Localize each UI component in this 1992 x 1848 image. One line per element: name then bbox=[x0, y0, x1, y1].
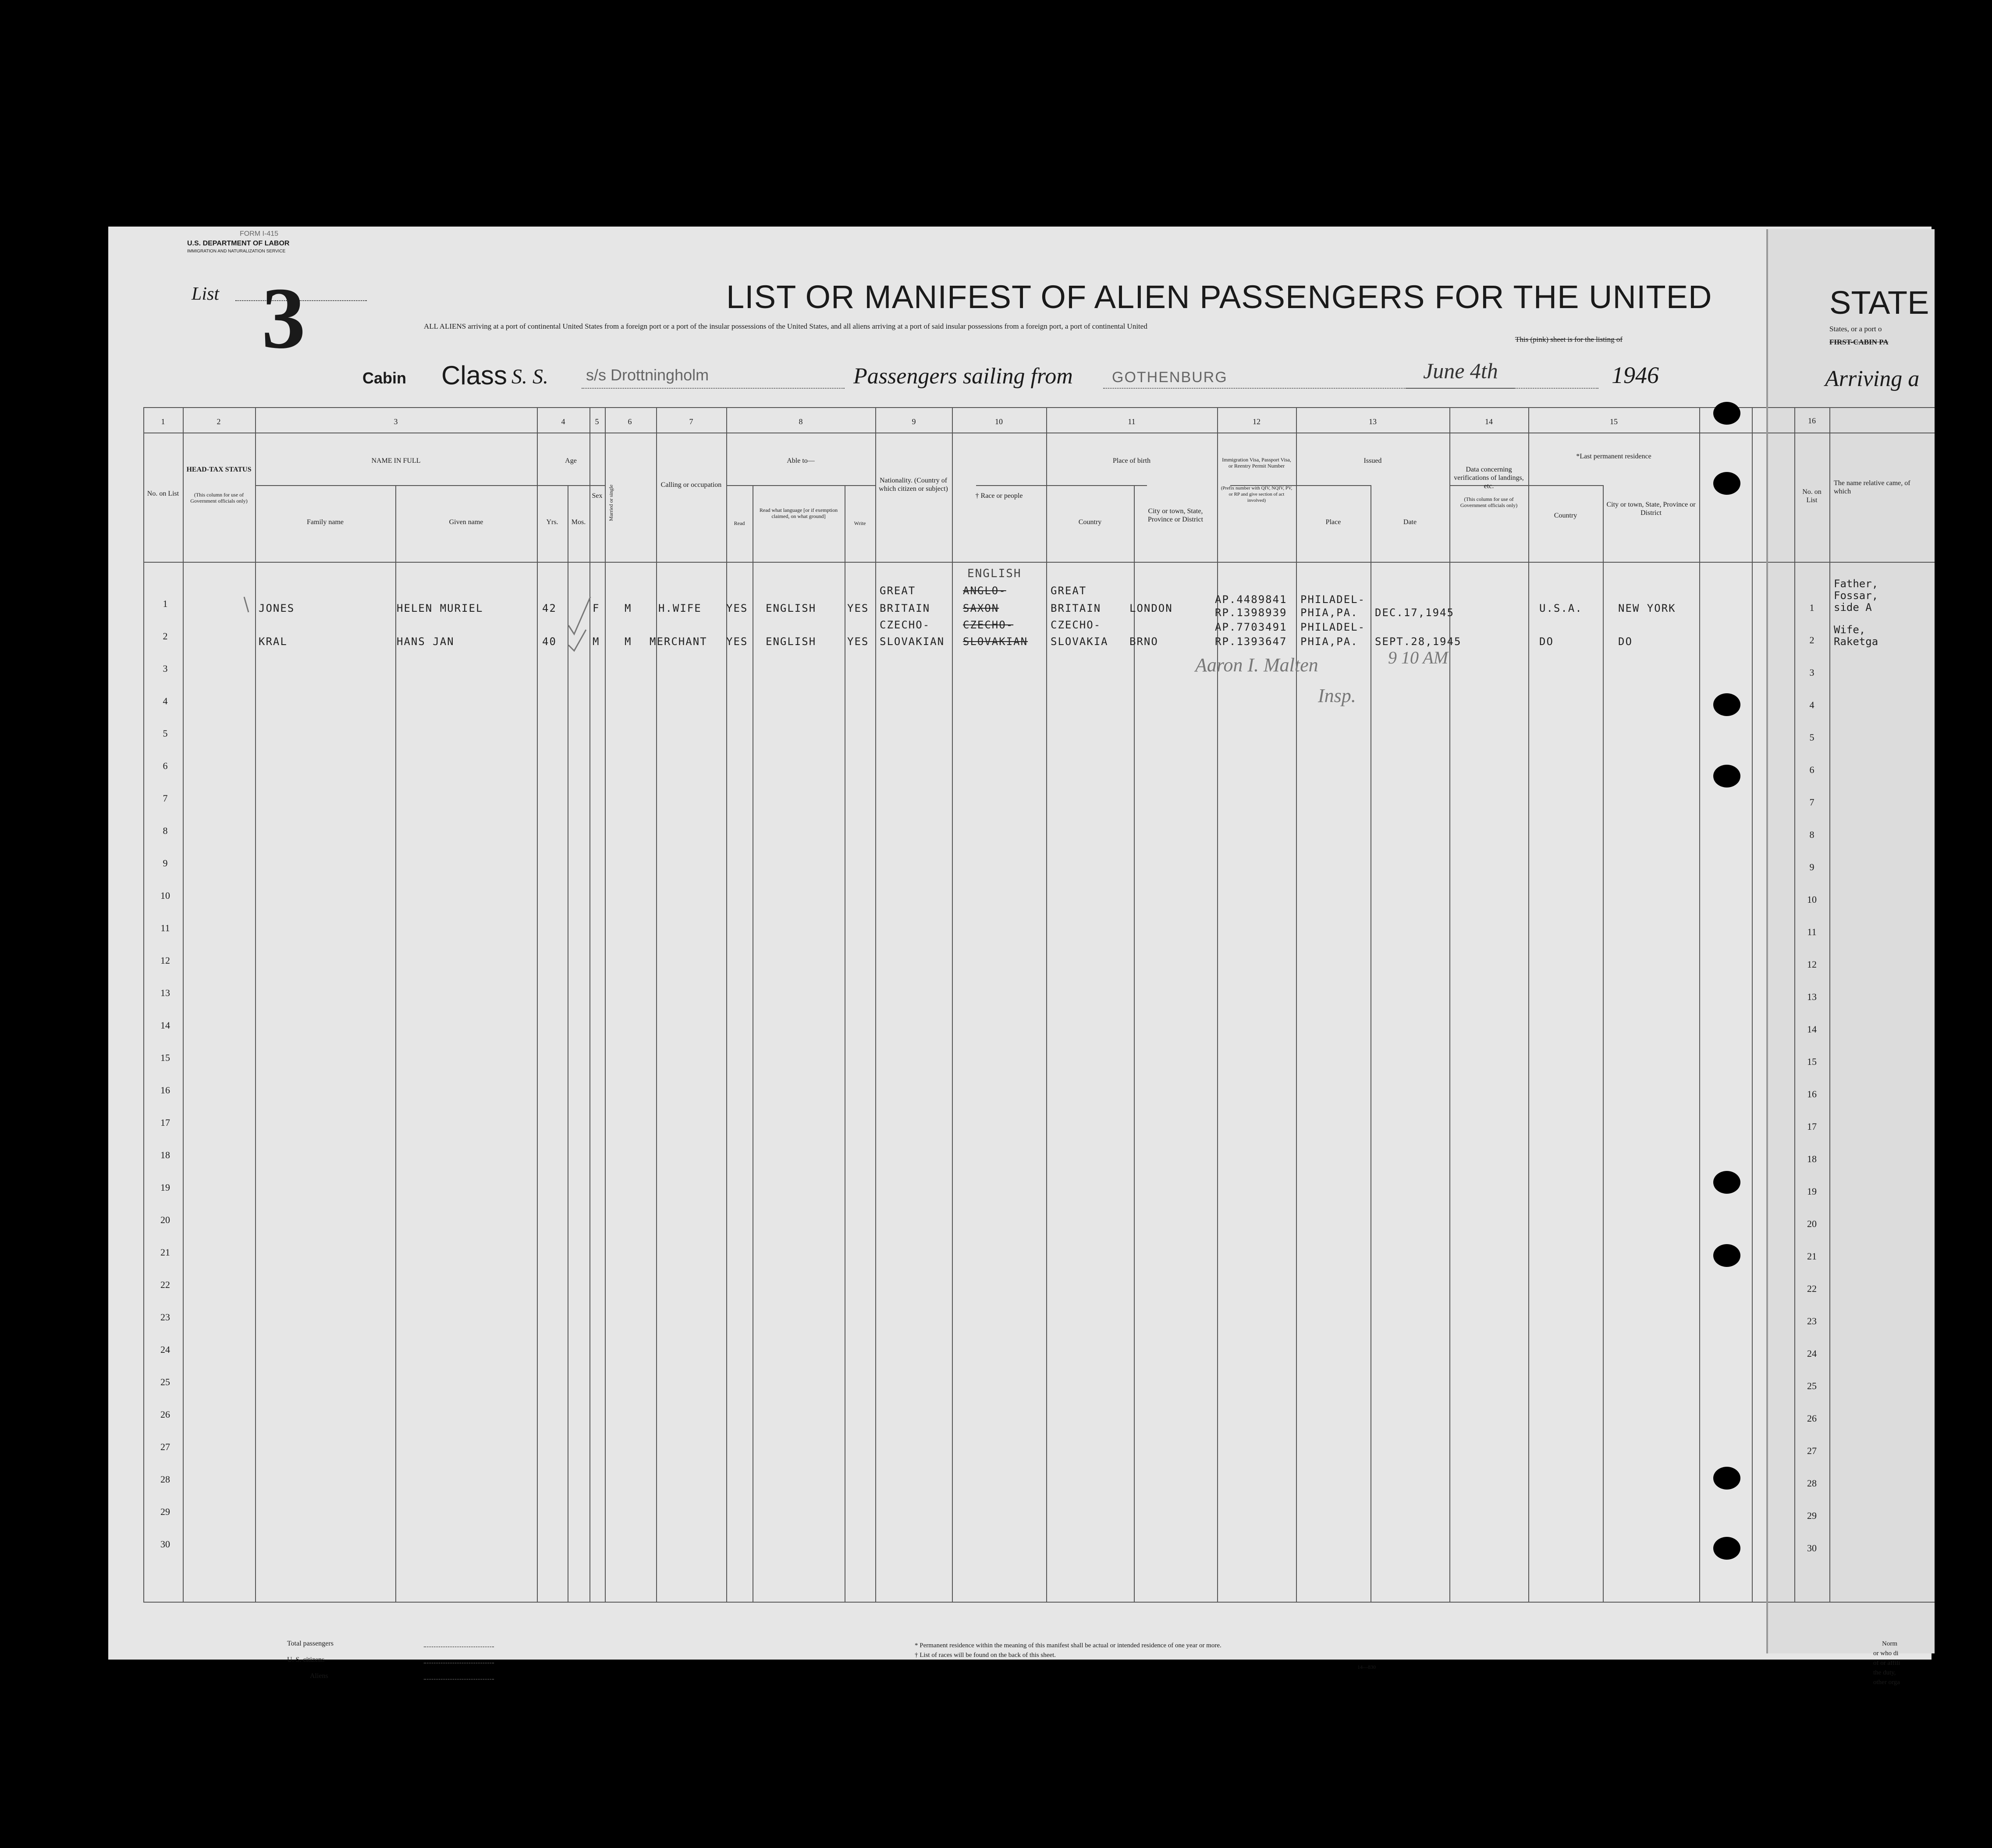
table-bottom-border bbox=[143, 1602, 1809, 1603]
form-number: FORM I-415 bbox=[240, 230, 279, 238]
punch-hole bbox=[1713, 402, 1740, 425]
next-row-number: 13 bbox=[1807, 991, 1817, 1002]
row-number: 25 bbox=[160, 1376, 170, 1387]
col-number-3: 3 bbox=[394, 417, 398, 426]
cabin-label: Cabin bbox=[362, 369, 407, 387]
header-no-on-list: No. on List bbox=[147, 490, 179, 497]
punch-hole bbox=[1713, 472, 1740, 495]
header-race: † Race or people bbox=[975, 492, 1023, 500]
row1-nationality-1: GREAT bbox=[880, 585, 916, 597]
row2-issued-date: SEPT.28,1945 bbox=[1375, 635, 1462, 648]
aliens-line bbox=[424, 1679, 494, 1680]
row-tick bbox=[242, 595, 255, 621]
header-place-of-birth: Place of birth bbox=[1112, 457, 1151, 465]
sailing-from-label: Passengers sailing from bbox=[853, 364, 1073, 389]
row2-visa-1: AP.7703491 bbox=[1215, 621, 1287, 633]
next-footer-4: the duty, bbox=[1873, 1669, 1896, 1676]
next-row-number: 16 bbox=[1807, 1089, 1817, 1100]
row-number: 8 bbox=[163, 825, 168, 836]
row2-lpr-country: DO bbox=[1539, 635, 1554, 648]
header-last-residence: *Last permanent residence bbox=[1576, 453, 1651, 460]
header-family-name: Family name bbox=[307, 518, 344, 526]
age-checkmarks bbox=[566, 595, 597, 652]
next-row-number: 6 bbox=[1809, 764, 1814, 775]
row2-age: 40 bbox=[542, 635, 557, 648]
next-row-number: 3 bbox=[1809, 667, 1814, 678]
sailing-date: June 4th bbox=[1423, 358, 1498, 383]
row-number: 24 bbox=[160, 1344, 170, 1355]
row2-lpr-city: DO bbox=[1618, 635, 1633, 648]
header-data-concerning: Data concerning verifications of landings, etc. bbox=[1454, 466, 1524, 490]
next-sheet-title: STATE bbox=[1829, 284, 1929, 321]
row-number: 27 bbox=[160, 1441, 170, 1452]
next-row-number: 5 bbox=[1809, 732, 1814, 743]
next-row1-relative-1: Father, bbox=[1834, 578, 1878, 590]
page-subtitle-struck: This (pink) sheet is for the listing of bbox=[1515, 335, 1623, 344]
punch-hole bbox=[1713, 1467, 1740, 1490]
row-number: 29 bbox=[160, 1506, 170, 1517]
row-number: 15 bbox=[160, 1052, 170, 1063]
row1-nationality-2: BRITAIN bbox=[880, 602, 930, 614]
col-number-11: 11 bbox=[1128, 417, 1136, 426]
next-row2-relative-1: Wife, bbox=[1834, 624, 1866, 636]
page-subtitle: ALL ALIENS arriving at a port of continental United States from a foreign port or a port of the insular possessions of the United States, and all aliens arriving at a port of said insular possessions from a foreign port, a port of continental United bbox=[424, 322, 1147, 330]
header-occupation: Calling or occupation bbox=[660, 481, 722, 489]
header-issued: Issued bbox=[1364, 457, 1382, 465]
next-header-relative: The name relative came, of which bbox=[1834, 479, 1910, 495]
row2-occupation: MERCHANT bbox=[650, 635, 707, 648]
next-row-number: 26 bbox=[1807, 1413, 1817, 1424]
row-number: 16 bbox=[160, 1085, 170, 1096]
next-row1-relative-3: side A bbox=[1834, 601, 1872, 614]
row-number: 13 bbox=[160, 987, 170, 998]
class-label: Class bbox=[441, 361, 508, 390]
row-number: 1 bbox=[163, 598, 168, 609]
row2-language: ENGLISH bbox=[766, 635, 817, 648]
inspector-title: Insp. bbox=[1318, 685, 1356, 706]
next-footer-5: other orga bbox=[1873, 1679, 1900, 1686]
next-row-number: 18 bbox=[1807, 1153, 1817, 1164]
header-able-to: Able to— bbox=[787, 457, 815, 465]
next-sheet-subtitle-struck: FIRST-CABIN PA bbox=[1829, 338, 1889, 346]
header-head-tax-note: (This column for use of Government officials only) bbox=[190, 492, 248, 504]
row1-pob-city: LONDON bbox=[1129, 602, 1173, 614]
col-number-4: 4 bbox=[561, 417, 565, 426]
row1-sex: F bbox=[593, 602, 600, 614]
row-number: 12 bbox=[160, 955, 170, 966]
row-number: 22 bbox=[160, 1279, 170, 1290]
inspector-time: 9 10 AM bbox=[1388, 648, 1449, 667]
header-given-name: Given name bbox=[449, 518, 483, 526]
col-number-10: 10 bbox=[995, 417, 1003, 426]
row-number: 3 bbox=[163, 663, 168, 674]
row-number: 28 bbox=[160, 1474, 170, 1485]
header-pob-city: City or town, State, Province or District bbox=[1147, 507, 1204, 523]
age-subheader-line bbox=[537, 485, 605, 486]
row1-race-correction: ENGLISH bbox=[967, 567, 1022, 580]
agency-subname: IMMIGRATION AND NATURALIZATION SERVICE bbox=[187, 249, 286, 254]
col-number-7: 7 bbox=[689, 417, 693, 426]
row-number: 30 bbox=[160, 1539, 170, 1550]
header-data-concerning-note: (This column for use of Government officials only) bbox=[1460, 496, 1518, 508]
ship-line bbox=[582, 388, 845, 389]
row-number: 10 bbox=[160, 890, 170, 901]
next-row-number: 7 bbox=[1809, 797, 1814, 808]
list-number: 3 bbox=[262, 270, 305, 367]
next-footer-1: Norm bbox=[1882, 1640, 1897, 1647]
next-sheet-edge bbox=[1766, 229, 1935, 1686]
row2-write: YES bbox=[847, 635, 869, 648]
header-mos: Mos. bbox=[571, 518, 586, 526]
row1-pob-country-2: BRITAIN bbox=[1051, 602, 1101, 614]
header-issued-place: Place bbox=[1325, 518, 1341, 526]
punch-hole bbox=[1713, 693, 1740, 716]
row-number: 2 bbox=[163, 631, 168, 642]
row-number: 6 bbox=[163, 760, 168, 771]
col-number-9: 9 bbox=[912, 417, 916, 426]
next-row-number: 1 bbox=[1809, 602, 1814, 613]
next-row-number: 27 bbox=[1807, 1445, 1817, 1456]
row1-pob-country-1: GREAT bbox=[1051, 585, 1087, 597]
row2-read: YES bbox=[726, 635, 748, 648]
agency-name: U.S. DEPARTMENT OF LABOR bbox=[187, 240, 290, 247]
row2-married: M bbox=[625, 635, 632, 648]
next-sheet-arriving: Arriving a bbox=[1825, 366, 1920, 391]
row2-race-2: SLOVAKIAN bbox=[963, 635, 1028, 648]
punch-hole bbox=[1713, 1171, 1740, 1194]
row-number: 5 bbox=[163, 728, 168, 739]
next-row-number: 20 bbox=[1807, 1218, 1817, 1229]
table-top-border bbox=[143, 407, 1809, 408]
footer-note-races: † List of races will be found on the back of this sheet. bbox=[915, 1652, 1056, 1659]
punch-hole bbox=[1713, 1244, 1740, 1267]
header-sex: Sex bbox=[592, 492, 603, 500]
inspector-signature: Aaron I. Malten bbox=[1195, 654, 1318, 676]
row-number: 7 bbox=[163, 793, 168, 804]
header-visa-note: (Prefix number with QIV, NQIV, PV, or RP and give section of act involved) bbox=[1221, 486, 1292, 503]
row2-sex: M bbox=[593, 635, 600, 648]
row1-visa-2: RP.1398939 bbox=[1215, 607, 1287, 619]
next-row-number: 28 bbox=[1807, 1478, 1817, 1489]
next-row-number: 25 bbox=[1807, 1380, 1817, 1391]
header-write: Write bbox=[854, 520, 866, 526]
next-row-number: 12 bbox=[1807, 959, 1817, 970]
row2-nationality-2: SLOVAKIAN bbox=[880, 635, 945, 648]
row1-given: HELEN MURIEL bbox=[397, 602, 483, 614]
row1-write: YES bbox=[847, 602, 869, 614]
row1-lpr-country: U.S.A. bbox=[1539, 602, 1583, 614]
row1-married: M bbox=[625, 602, 632, 614]
row-number: 23 bbox=[160, 1312, 170, 1323]
next-footer-3: of or affili bbox=[1873, 1660, 1900, 1667]
col-number-1: 1 bbox=[161, 417, 165, 426]
row2-race-1: CZECHO- bbox=[963, 619, 1014, 631]
row2-given: HANS JAN bbox=[397, 635, 455, 648]
next-row-number: 2 bbox=[1809, 635, 1814, 646]
date-line bbox=[1406, 388, 1598, 389]
header-name-in-full: NAME IN FULL bbox=[371, 457, 421, 465]
next-row-number: 15 bbox=[1807, 1056, 1817, 1067]
next-row-number: 8 bbox=[1809, 829, 1814, 840]
col-number-14: 14 bbox=[1485, 417, 1493, 426]
footer-note-residence: * Permanent residence within the meaning of this manifest shall be actual or intended residence of one year or more. bbox=[915, 1642, 1221, 1649]
next-row-number: 22 bbox=[1807, 1283, 1817, 1294]
sailing-year: 1946 bbox=[1612, 362, 1659, 388]
row1-race-2: SAXON bbox=[963, 602, 999, 614]
row-number: 18 bbox=[160, 1149, 170, 1160]
header-lpr-city: City or town, State, Province or District bbox=[1606, 501, 1696, 517]
header-yrs: Yrs. bbox=[546, 518, 558, 526]
next-sheet-subtitle: States, or a port o bbox=[1829, 325, 1882, 333]
col-number-13: 13 bbox=[1369, 417, 1377, 426]
name-subheader-line bbox=[255, 485, 579, 486]
row1-issued-place-2: PHIA,PA. bbox=[1300, 607, 1358, 619]
footer-code: 14—830 bbox=[1357, 1664, 1376, 1670]
row2-pob-city: BRNO bbox=[1129, 635, 1158, 648]
page-title: LIST OR MANIFEST OF ALIEN PASSENGERS FOR THE UNITED bbox=[726, 279, 1712, 315]
row-number: 14 bbox=[160, 1020, 170, 1031]
next-row-number: 14 bbox=[1807, 1024, 1817, 1035]
row-number: 9 bbox=[163, 858, 168, 869]
header-head-tax: HEAD-TAX STATUS bbox=[186, 466, 252, 473]
row2-issued-place-1: PHILADEL- bbox=[1300, 621, 1366, 633]
row2-pob-country-2: SLOVAKIA bbox=[1051, 635, 1108, 648]
header-bottom-border bbox=[143, 562, 1809, 563]
header-read-language: Read what language [or if exemption claimed, on what ground] bbox=[759, 507, 838, 519]
next-row-number: 10 bbox=[1807, 894, 1817, 905]
row1-language: ENGLISH bbox=[766, 602, 817, 614]
header-pob-country: Country bbox=[1078, 518, 1102, 526]
next-row-number: 21 bbox=[1807, 1251, 1817, 1262]
header-issued-date: Date bbox=[1403, 518, 1417, 526]
row1-visa-1: AP.4489841 bbox=[1215, 593, 1287, 606]
row1-family: JONES bbox=[259, 602, 295, 614]
next-row-number: 9 bbox=[1809, 862, 1814, 873]
next-footer-2: or who di bbox=[1873, 1650, 1899, 1657]
col-number-6: 6 bbox=[628, 417, 632, 426]
col-number-15: 15 bbox=[1610, 417, 1618, 426]
next-row-number: 23 bbox=[1807, 1316, 1817, 1327]
row2-visa-2: RP.1393647 bbox=[1215, 635, 1287, 648]
citizens-line bbox=[424, 1663, 494, 1664]
footer-total-passengers: Total passengers bbox=[287, 1640, 334, 1647]
row-number: 11 bbox=[160, 922, 170, 933]
list-label: List bbox=[192, 284, 220, 304]
next-row2-relative-2: Raketga bbox=[1834, 635, 1878, 648]
header-read: Read bbox=[734, 520, 745, 526]
row1-occupation: H.WIFE bbox=[658, 602, 702, 614]
next-row-number: 4 bbox=[1809, 699, 1814, 710]
next-row-number: 24 bbox=[1807, 1348, 1817, 1359]
row2-nationality-1: CZECHO- bbox=[880, 619, 930, 631]
total-line bbox=[424, 1646, 494, 1647]
next-row-number: 30 bbox=[1807, 1543, 1817, 1554]
ship-name: s/s Drottningholm bbox=[586, 366, 709, 384]
row-number: 20 bbox=[160, 1214, 170, 1225]
header-married: Married or single bbox=[608, 484, 614, 521]
footer-us-citizens: U. S. citizens bbox=[287, 1656, 325, 1664]
row-number: 19 bbox=[160, 1182, 170, 1193]
row2-pob-country-1: CZECHO- bbox=[1051, 619, 1101, 631]
next-row-number: 11 bbox=[1807, 926, 1817, 937]
row1-race-1: ANGLO- bbox=[963, 585, 1006, 597]
row-number: 4 bbox=[163, 695, 168, 706]
ss-label: S. S. bbox=[511, 365, 548, 388]
header-age: Age bbox=[565, 457, 577, 465]
row1-read: YES bbox=[726, 602, 748, 614]
next-row-number: 29 bbox=[1807, 1510, 1817, 1521]
col-number-2: 2 bbox=[217, 417, 221, 426]
row1-lpr-city: NEW YORK bbox=[1618, 602, 1676, 614]
header-nationality: Nationality. (Country of which citizen or subject) bbox=[879, 477, 948, 493]
header-visa: Immigration Visa, Passport Visa, or Reentry Permit Number bbox=[1222, 457, 1291, 469]
col-number-8: 8 bbox=[799, 417, 803, 426]
next-header-no-on-list: No. on List bbox=[1802, 488, 1822, 504]
row-number: 17 bbox=[160, 1117, 170, 1128]
punch-hole bbox=[1713, 1537, 1740, 1560]
departure-port: GOTHENBURG bbox=[1112, 369, 1228, 386]
row-number: 21 bbox=[160, 1247, 170, 1258]
next-row-number: 17 bbox=[1807, 1121, 1817, 1132]
agency-block bbox=[187, 240, 289, 255]
row1-age: 42 bbox=[542, 602, 557, 614]
row2-family: KRAL bbox=[259, 635, 288, 648]
header-lpr-country: Country bbox=[1554, 512, 1577, 519]
punch-hole bbox=[1713, 765, 1740, 787]
row2-issued-place-2: PHIA,PA. bbox=[1300, 635, 1358, 648]
row1-issued-date: DEC.17,1945 bbox=[1375, 607, 1454, 619]
able-subheader-line bbox=[726, 485, 875, 486]
row1-issued-place-1: PHILADEL- bbox=[1300, 593, 1366, 606]
next-col-16: 16 bbox=[1808, 416, 1816, 425]
footer-aliens: Aliens bbox=[310, 1672, 328, 1680]
col-number-12: 12 bbox=[1253, 417, 1261, 426]
next-row-number: 19 bbox=[1807, 1186, 1817, 1197]
row-number: 26 bbox=[160, 1409, 170, 1420]
next-row1-relative-2: Fossar, bbox=[1834, 589, 1878, 602]
col-number-5: 5 bbox=[595, 417, 599, 426]
pob-subheader-line bbox=[976, 485, 1147, 486]
